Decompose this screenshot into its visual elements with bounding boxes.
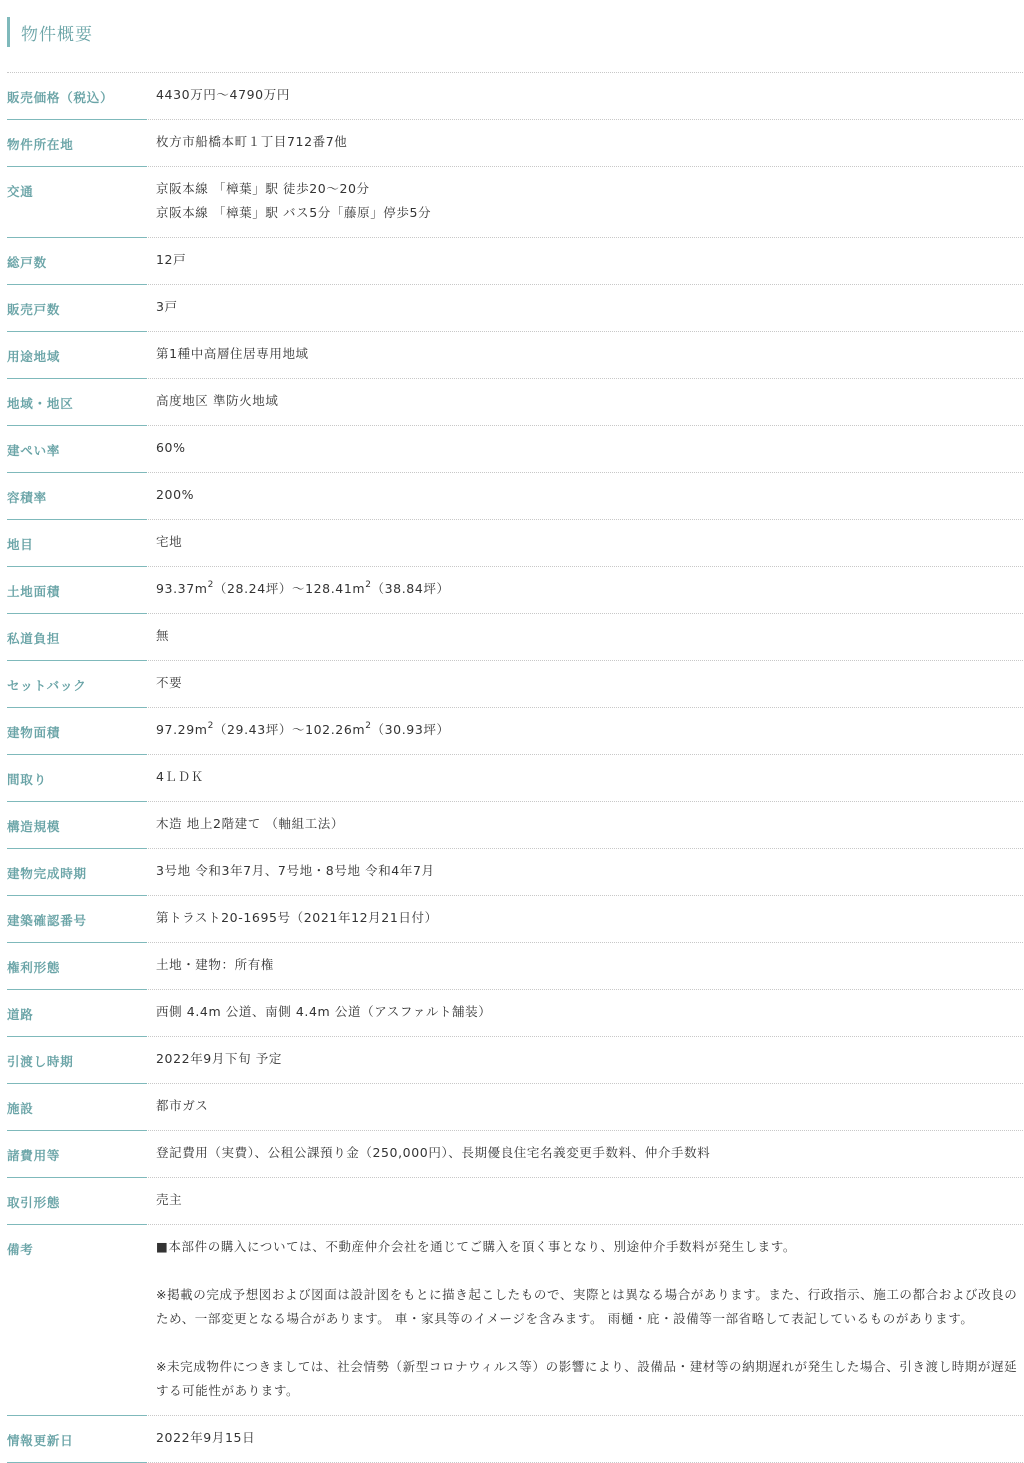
spec-row <box>7 426 1023 473</box>
spec-value-line: 60% <box>156 440 186 455</box>
spec-value <box>156 1032 1023 1083</box>
spec-value <box>156 327 1023 378</box>
spec-label: 構造規模 <box>7 819 61 834</box>
spec-label: 備考 <box>7 1242 34 1257</box>
section-heading <box>7 17 93 47</box>
spec-row <box>7 614 1023 661</box>
spec-value <box>156 162 1023 237</box>
spec-label: 地目 <box>7 537 34 552</box>
spec-value <box>156 609 1023 660</box>
spec-row <box>7 661 1023 708</box>
spec-label: 建物面積 <box>7 725 61 740</box>
spec-value-line: 西側 4.4m 公道、南側 4.4m 公道（アスファルト舗装） <box>156 1004 492 1019</box>
area-text: （30.93坪） <box>371 722 450 737</box>
spec-row <box>7 238 1023 285</box>
page-title: 物件概要 <box>21 24 93 45</box>
spec-row <box>7 120 1023 167</box>
spec-label: 販売戸数 <box>7 302 61 317</box>
spec-label: 容積率 <box>7 490 47 505</box>
spec-value-line: 土地・建物：所有権 <box>156 957 274 972</box>
spec-row <box>7 943 1023 990</box>
spec-row <box>7 1131 1023 1178</box>
spec-value-line: 第トラスト20-1695号（2021年12月21日付） <box>156 910 438 925</box>
spec-value <box>156 750 1023 801</box>
spec-row <box>7 1037 1023 1084</box>
spec-label: 建築確認番号 <box>7 913 87 928</box>
spec-value <box>156 1411 1023 1462</box>
spec-value-line <box>156 718 1023 742</box>
spec-row <box>7 73 1023 120</box>
area-text: （29.43坪）〜102.26m <box>213 722 366 737</box>
spec-label: 用途地域 <box>7 349 61 364</box>
spec-value <box>156 468 1023 519</box>
spec-row <box>7 1416 1023 1463</box>
spec-value-line: 第1種中高層住居専用地域 <box>156 346 309 361</box>
spec-label: 施設 <box>7 1101 34 1116</box>
spec-value <box>156 115 1023 166</box>
spec-value-line: 200% <box>156 487 195 502</box>
spec-value <box>156 985 1023 1036</box>
unit-superscript: 2 <box>365 721 372 731</box>
spec-row <box>7 167 1023 238</box>
spec-label: 間取り <box>7 772 47 787</box>
spec-label: 販売価格（税込） <box>7 90 114 105</box>
spec-value-line: 枚方市船橋本町１丁目712番7他 <box>156 134 348 149</box>
spec-value <box>156 68 1023 119</box>
spec-label: 道路 <box>7 1007 34 1022</box>
spec-value-line: 12戸 <box>156 252 187 267</box>
spec-label: 土地面積 <box>7 584 61 599</box>
spec-value <box>156 1126 1023 1177</box>
spec-value <box>156 421 1023 472</box>
spec-value <box>156 374 1023 425</box>
spec-value <box>156 703 1023 754</box>
spec-value <box>156 280 1023 331</box>
area-text: 97.29m <box>156 722 208 737</box>
spec-value-line: 宅地 <box>156 534 183 549</box>
spec-label: 権利形態 <box>7 960 61 975</box>
spec-value <box>156 938 1023 989</box>
spec-row <box>7 755 1023 802</box>
spec-value <box>156 1220 1023 1415</box>
spec-row <box>7 379 1023 426</box>
spec-label: セットバック <box>7 678 87 693</box>
spec-value-line: 売主 <box>156 1192 183 1207</box>
spec-value-line: 京阪本線 「樟葉」駅 徒歩20〜20分 <box>156 181 370 196</box>
spec-row <box>7 285 1023 332</box>
area-text: （38.84坪） <box>371 581 450 596</box>
spec-label: 建物完成時期 <box>7 866 87 881</box>
remarks-paragraph: ※未完成物件につきましては、社会情勢（新型コロナウィルス等）の影響により、設備品・建材等の納期遅れが発生した場合、引き渡し時期が遅延する可能性があります。 <box>156 1359 1018 1398</box>
spec-label: 私道負担 <box>7 631 61 646</box>
spec-value-line: 登記費用（実費）、公租公課預り金（250,000円）、長期優良住宅名義変更手数料、仲介手数料 <box>156 1145 711 1160</box>
spec-row <box>7 520 1023 567</box>
spec-label: 情報更新日 <box>7 1433 74 1448</box>
unit-superscript: 2 <box>207 721 214 731</box>
spec-label: 地域・地区 <box>7 396 74 411</box>
spec-value <box>156 656 1023 707</box>
spec-value-line: 3号地 令和3年7月、7号地・8号地 令和4年7月 <box>156 863 435 878</box>
spec-value-line: 4ＬＤＫ <box>156 769 204 784</box>
spec-label: 引渡し時期 <box>7 1054 74 1069</box>
spec-row <box>7 567 1023 614</box>
spec-value-line: 高度地区 準防火地域 <box>156 393 279 408</box>
spec-value <box>156 515 1023 566</box>
spec-value <box>156 891 1023 942</box>
spec-value <box>156 844 1023 895</box>
remarks-paragraph: ※掲載の完成予想図および図面は設計図をもとに描き起こしたもので、実際とは異なる場合があります。また、行政指示、施工の都合および改良のため、一部変更となる場合があります。 車・家具等のイメージを含みます。 雨樋・庇・設備等一部省略して表記しているものがあります。 <box>156 1287 1018 1326</box>
spec-value <box>156 1079 1023 1130</box>
spec-row <box>7 708 1023 755</box>
spec-value-line: 都市ガス <box>156 1098 209 1113</box>
spec-label: 諸費用等 <box>7 1148 61 1163</box>
spec-value-line: 無 <box>156 628 170 643</box>
spec-label: 交通 <box>7 184 34 199</box>
remarks-paragraph: ■本部件の購入については、不動産仲介会社を通じてご購入を頂く事となり、別途仲介手数料が発生します。 <box>156 1239 796 1254</box>
property-spec-table <box>7 72 1023 1463</box>
spec-value <box>156 562 1023 613</box>
spec-value <box>156 1173 1023 1224</box>
spec-value-line <box>156 577 1023 601</box>
spec-value-line: 木造 地上2階建て （軸組工法） <box>156 816 345 831</box>
spec-label: 建ぺい率 <box>7 443 61 458</box>
area-text: （28.24坪）〜128.41m <box>213 581 366 596</box>
spec-label: 取引形態 <box>7 1195 61 1210</box>
spec-row <box>7 1178 1023 1225</box>
spec-value-line: 京阪本線 「樟葉」駅 バス5分「藤原」停歩5分 <box>156 205 432 220</box>
spec-value-line: 3戸 <box>156 299 178 314</box>
spec-row <box>7 990 1023 1037</box>
spec-row <box>7 802 1023 849</box>
spec-value-line: 不要 <box>156 675 183 690</box>
spec-row <box>7 1084 1023 1131</box>
unit-superscript: 2 <box>365 580 372 590</box>
spec-value <box>156 797 1023 848</box>
spec-row <box>7 896 1023 943</box>
spec-label: 物件所在地 <box>7 137 74 152</box>
spec-value-line: 2022年9月下旬 予定 <box>156 1051 282 1066</box>
spec-row <box>7 332 1023 379</box>
spec-row <box>7 473 1023 520</box>
area-text: 93.37m <box>156 581 208 596</box>
spec-value-line: 2022年9月15日 <box>156 1430 256 1445</box>
spec-label: 総戸数 <box>7 255 47 270</box>
spec-row <box>7 1225 1023 1416</box>
spec-row <box>7 849 1023 896</box>
spec-value-line: 4430万円〜4790万円 <box>156 87 290 102</box>
unit-superscript: 2 <box>207 580 214 590</box>
spec-value <box>156 233 1023 284</box>
